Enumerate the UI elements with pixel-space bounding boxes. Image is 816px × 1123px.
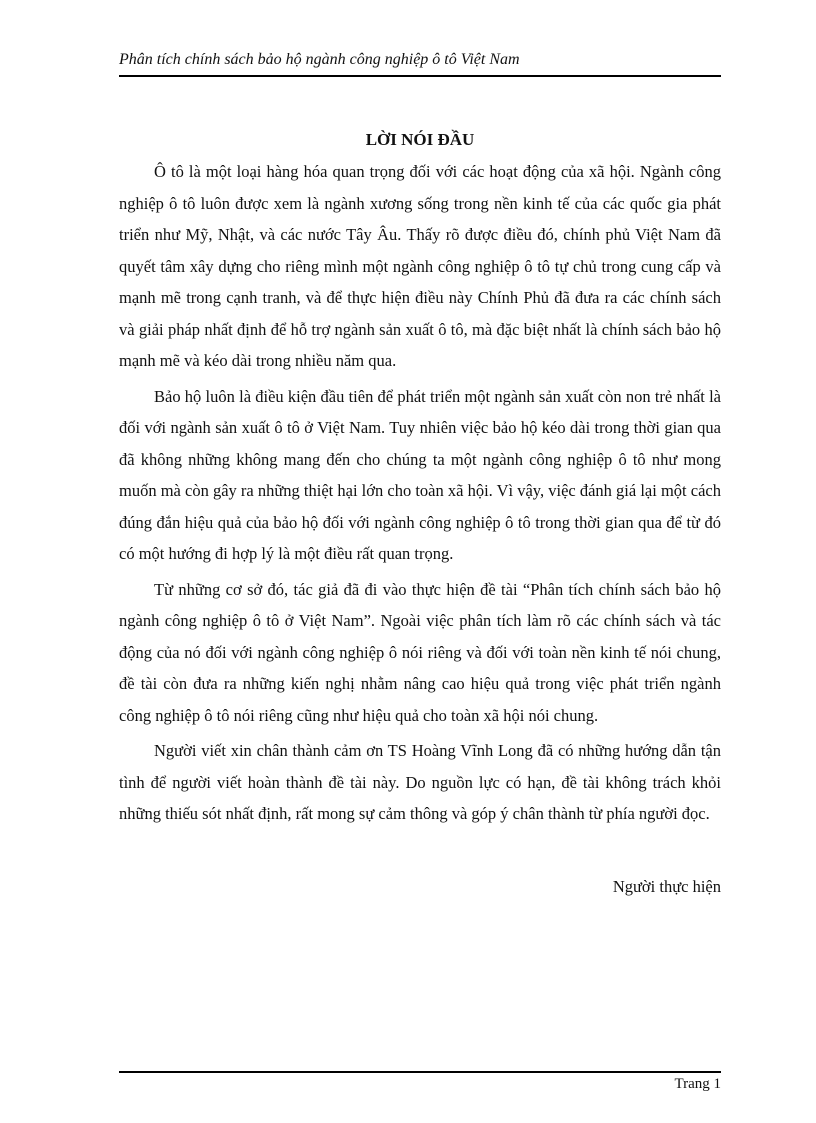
signature: Người thực hiện <box>612 877 721 896</box>
paragraph: Ô tô là một loại hàng hóa quan trọng đối với các hoạt động của xã hội. Ngành công nghiệp ô tô luôn được xem là ngành xương sống trong nền kinh tế của các quốc gia phát triển như Mỹ, Nhật, và các nước Tây Âu. Thấy rõ được điều đó, chính phủ Việt Nam đã quyết tâm xây dựng cho riêng mình một ngành công nghiệp ô tô tự chủ trong cung cấp và mạnh mẽ trong cạnh tranh, và để thực hiện điều này Chính Phủ đã đưa ra các chính sách và giải pháp nhất định để hỗ trợ ngành sản xuất ô tô, mà đặc biệt nhất là chính sách bảo hộ mạnh mẽ và kéo dài trong nhiều năm qua. <box>119 162 721 370</box>
paragraph: Bảo hộ luôn là điều kiện đầu tiên để phát triển một ngành sản xuất còn non trẻ nhất là đối với ngành sản xuất ô tô ở Việt Nam. Tuy nhiên việc bảo hộ kéo dài trong thời gian qua đã không những không mang đến cho chúng ta một ngành công nghiệp ô tô như mong muốn mà còn gây ra những thiệt hại lớn cho toàn xã hội. Vì vậy, việc đánh giá lại một cách đúng đắn hiệu quả của bảo hộ đối với ngành công nghiệp ô tô trong thời gian qua để từ đó có một hướng đi hợp lý là một điều rất quan trọng. <box>119 386 721 563</box>
body-text <box>119 156 721 834</box>
page-number: Trang 1 <box>674 1076 721 1092</box>
paragraph: Người viết xin chân thành cảm ơn TS Hoàng Vĩnh Long đã có những hướng dẫn tận tình để người viết hoàn thành đề tài này. Do nguồn lực có hạn, đề tài không trách khỏi những thiếu sót nhất định, rất mong sự cảm thông và góp ý chân thành từ phía người đọc. <box>119 741 721 823</box>
page-title: LỜI NÓI ĐẦU <box>365 130 475 149</box>
paragraph: Từ những cơ sở đó, tác giả đã đi vào thực hiện đề tài “Phân tích chính sách bảo hộ ngành công nghiệp ô tô ở Việt Nam”. Ngoài việc phân tích làm rõ các chính sách và tác động của nó đối với ngành công nghiệp ô nói riêng và đối với toàn nền kinh tế nói chung, đề tài còn đưa ra những kiến nghị nhằm nâng cao hiệu quả trong việc phát triển ngành công nghiệp ô tô nói riêng cũng như hiệu quả cho toàn xã hội nói chung. <box>119 579 721 725</box>
running-header: Phân tích chính sách bảo hộ ngành công nghiệp ô tô Việt Nam <box>119 51 520 68</box>
footer-rule <box>119 1071 721 1073</box>
header-rule <box>119 75 721 77</box>
